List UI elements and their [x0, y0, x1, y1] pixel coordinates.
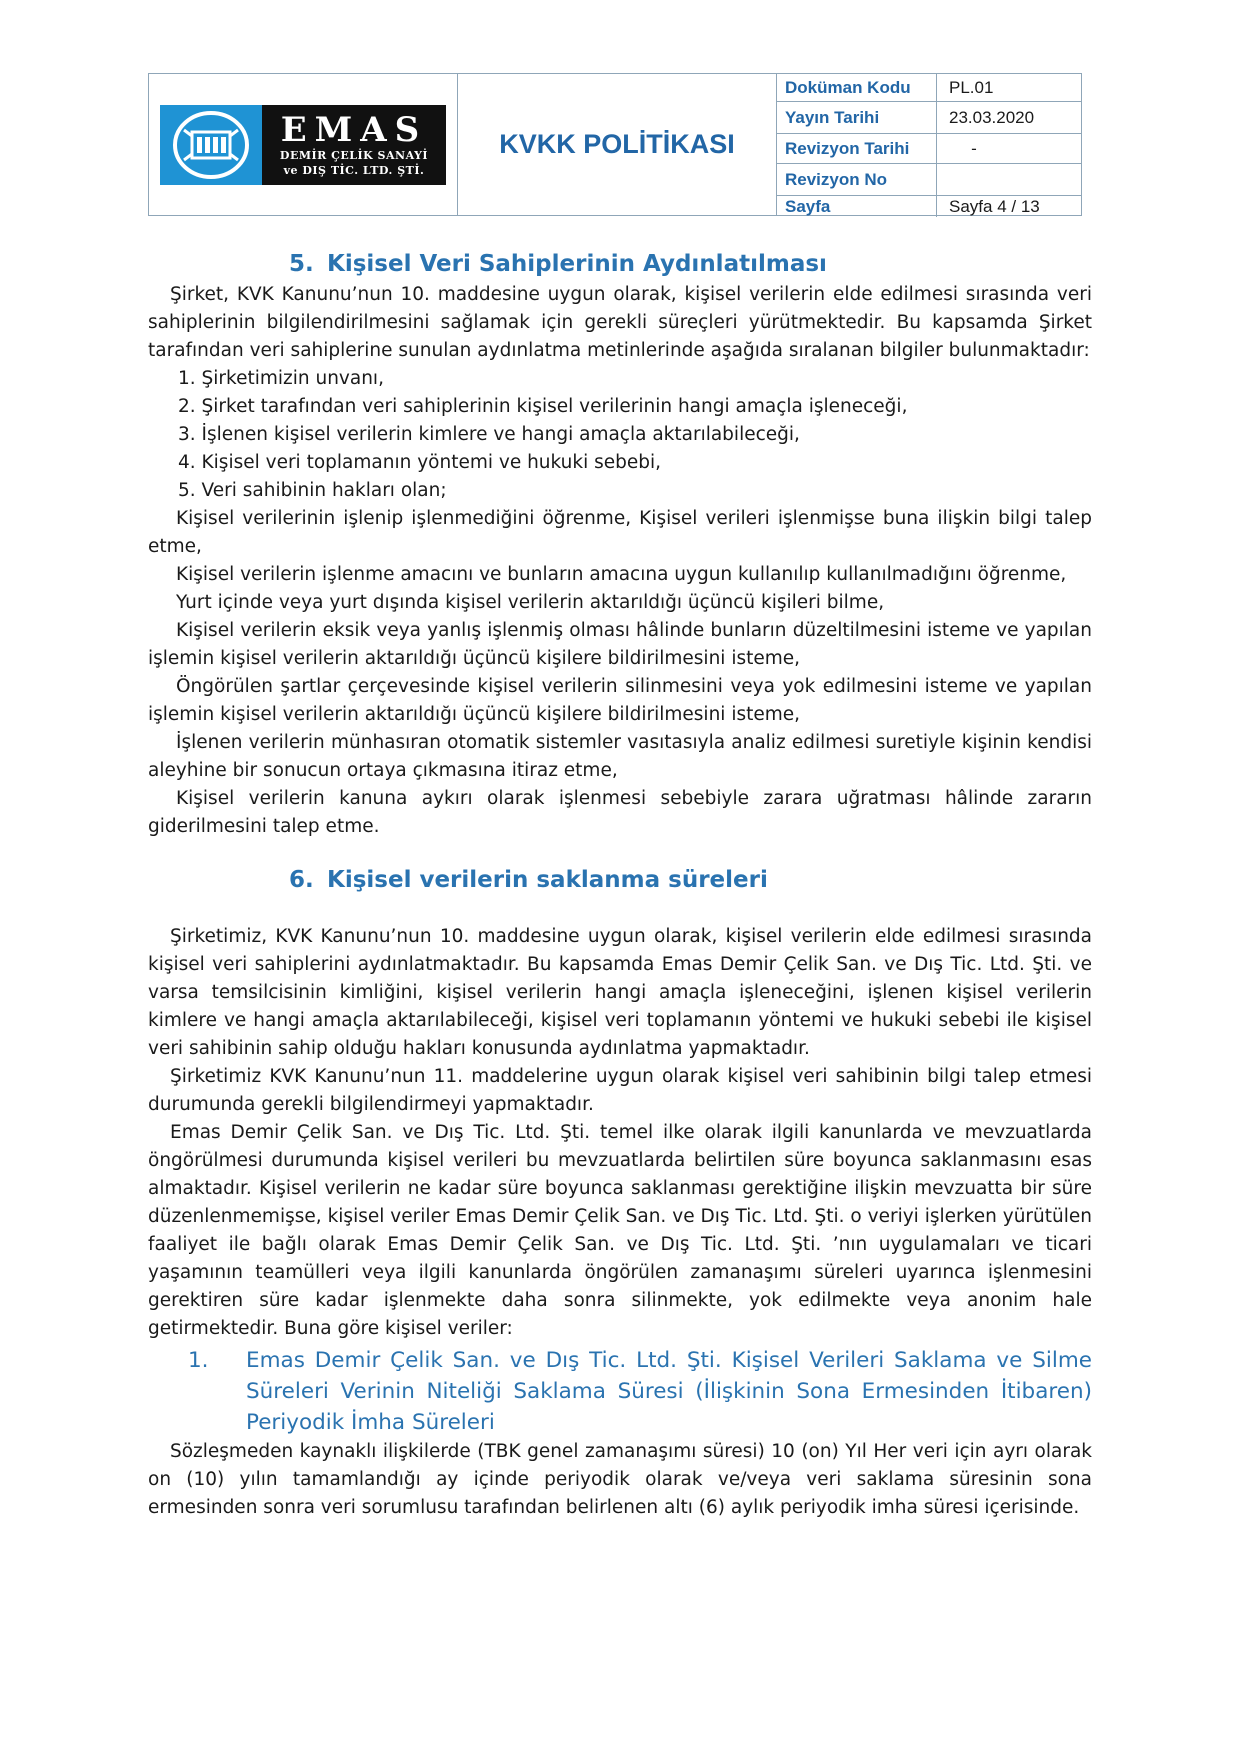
meta-value-page: Sayfa 4 / 13: [949, 196, 1040, 216]
section-5-title: Kişisel Veri Sahiplerinin Aydınlatılması: [327, 251, 827, 277]
right-item: Öngörülen şartlar çerçevesinde kişisel verilerin silinmesini veya yok edilmesini isteme ve yapılan işlemin kişisel verilerin aktarıldığı üçüncü kişilere bildirilmesini isteme,: [148, 676, 1092, 725]
factory-emblem-icon: [160, 105, 262, 185]
document-title: KVKK POLİTİKASI: [499, 129, 735, 159]
meta-value-doc-code: PL.01: [937, 74, 1081, 102]
retention-paragraph: Sözleşmeden kaynaklı ilişkilerde (TBK genel zamanaşımı süresi) 10 (on) Yıl Her veri için ayrı olarak on (10) yılın tamamlandığı ay içinde periyodik olarak ve/veya veri saklama süresinin sona ermesinden sonra veri sorumlusu tarafından belirlenen altı (6) aylık periyodik imha süresi içerisinde.: [148, 1441, 1092, 1518]
section-6-title: Kişisel verilerin saklanma süreleri: [327, 867, 768, 893]
right-item: Kişisel verilerin kanuna aykırı olarak işlenmesi sebebiyle zarara uğratması hâlinde zararın giderilmesini talep etme.: [148, 788, 1092, 837]
retention-subheading-text: Emas Demir Çelik San. ve Dış Tic. Ltd. Şti. Kişisel Verileri Saklama ve Silme Süreleri Verinin Niteliği Saklama Süresi (İlişkinin Sona Ermesinden İtibaren) Periyodik İmha Süreleri: [246, 1348, 1092, 1435]
right-item: Kişisel verilerin eksik veya yanlış işlenmiş olması hâlinde bunların düzeltilmesini isteme ve yapılan işlemin kişisel verilerin aktarıldığı üçüncü kişilere bildirilmesini isteme,: [148, 620, 1092, 669]
logo-cell: [149, 74, 458, 215]
meta-label-revision-no: Revizyon No: [777, 164, 937, 196]
document-body: [148, 247, 1092, 1522]
retention-subheading: [148, 1345, 1092, 1438]
section-6-number: 6.: [289, 867, 314, 893]
document-meta-table: [777, 74, 1081, 215]
right-item: Kişisel verilerinin işlenip işlenmediğini öğrenme, Kişisel verileri işlenmişse buna ilişkin bilgi talep etme,: [148, 508, 1092, 557]
section-5-number: 5.: [289, 251, 314, 277]
meta-value-revision-date: -: [937, 134, 1081, 164]
list-item: 5. Veri sahibinin hakları olan;: [178, 480, 447, 501]
list-item: 3. İşlenen kişisel verilerin kimlere ve hangi amaçla aktarılabileceği,: [178, 424, 800, 445]
list-item: 4. Kişisel veri toplamanın yöntemi ve hukuki sebebi,: [178, 452, 662, 473]
list-item: 2. Şirket tarafından veri sahiplerinin kişisel verilerinin hangi amaçla işleneceği,: [178, 396, 908, 417]
section-6-heading: [148, 863, 1092, 897]
right-item: Yurt içinde veya yurt dışında kişisel verilerin aktarıldığı üçüncü kişileri bilme,: [176, 592, 885, 613]
logo-subtitle-2: ve DIŞ TİC. LTD. ŞTİ.: [283, 163, 425, 177]
meta-value-revision-no: [937, 164, 1081, 196]
section-6-paragraph: Emas Demir Çelik San. ve Dış Tic. Ltd. Şti. temel ilke olarak ilgili kanunlarda ve mevzuatlarda öngörülmesi durumunda kişisel verileri bu mevzuatlarda belirtilen süre boyunca saklanmasını esas almaktadır. Kişisel verilerin ne kadar süre boyunca saklanması gerektiğine ilişkin mevzuatta bir süre düzenlenmemişse, kişisel veriler Emas Demir Çelik San. ve Dış Tic. Ltd. Şti. o veriyi işlerken yürütülen faaliyet ile bağlı olarak Emas Demir Çelik San. ve Dış Tic. Ltd. Şti. ’nın uygulamaları ve ticari yaşamının teamülleri veya ilgili kanunlarda öngörülen zamanaşımı süreleri uyarınca işlenmesini gerektiren süre kadar işlenmekte daha sonra silinmekte, yok edilmekte veya anonim hale getirmektedir. Buna göre kişisel veriler:: [148, 1122, 1092, 1339]
meta-label-publish-date: Yayın Tarihi: [777, 102, 937, 134]
logo-subtitle-1: DEMİR ÇELİK SANAYİ: [279, 148, 429, 162]
section-5-intro: Şirket, KVK Kanunu’nun 10. maddesine uygun olarak, kişisel verilerin elde edilmesi sırasında veri sahiplerinin bilgilendirilmesini sağlamak için gerekli süreçleri yürütmektedir. Bu kapsamda Şirket tarafından veri sahiplerine sunulan aydınlatma metinlerinde aşağıda sıralanan bilgiler bulunmaktadır:: [148, 284, 1092, 361]
right-item: İşlenen verilerin münhasıran otomatik sistemler vasıtasıyla analiz edilmesi suretiyle kişinin kendisi aleyhine bir sonucun ortaya çıkmasına itiraz etme,: [148, 732, 1092, 781]
meta-label-page: Sayfa: [777, 196, 937, 217]
section-5-heading: [148, 247, 1092, 281]
spacer: [148, 897, 1092, 923]
logo-name: EMAS: [280, 109, 428, 150]
list-item: 1. Şirketimizin unvanı,: [178, 368, 384, 389]
section-6-paragraph: Şirketimiz KVK Kanunu’nun 11. maddelerine uygun olarak kişisel veri sahibinin bilgi talep etmesi durumunda gerekli bilgilendirmeyi yapmaktadır.: [148, 1066, 1092, 1115]
logo-text: [262, 105, 446, 185]
right-item: Kişisel verilerin işlenme amacını ve bunların amacına uygun kullanılıp kullanılmadığını öğrenme,: [176, 564, 1067, 585]
retention-subheading-number: 1.: [188, 1348, 209, 1373]
title-cell: [458, 74, 777, 215]
meta-label-doc-code: Doküman Kodu: [777, 74, 937, 102]
document-header: [148, 73, 1082, 216]
section-6-paragraph: Şirketimiz, KVK Kanunu’nun 10. maddesine uygun olarak, kişisel verilerin elde edilmesi sırasında kişisel veri sahiplerini aydınlatmaktadır. Bu kapsamda Emas Demir Çelik San. ve Dış Tic. Ltd. Şti. ve varsa temsilcisinin kimliğini, kişisel verilerin hangi amaçla işleneceğini, işlenen kişisel verilerin kimlere ve hangi amaçla aktarılabileceği, kişisel veri toplamanın yöntemi ve hukuki sebebi ile kişisel veri sahibinin sahip olduğu hakları konusunda aydınlatma yapmaktadır.: [148, 926, 1092, 1059]
meta-value-publish-date: 23.03.2020: [937, 102, 1081, 134]
meta-label-revision-date: Revizyon Tarihi: [777, 134, 937, 164]
company-logo: [160, 105, 446, 185]
